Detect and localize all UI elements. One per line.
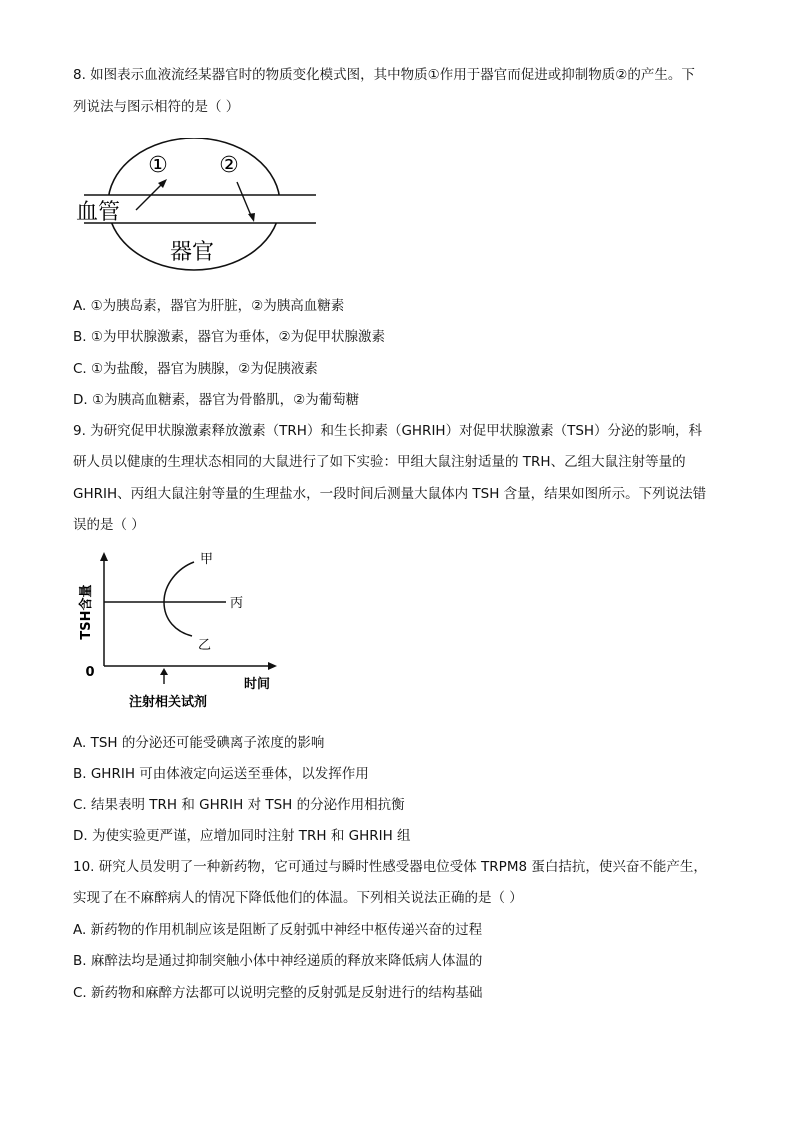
y-axis-arrow [100,552,108,561]
q10-option-b: B. 麻醉法均是通过抑制突触小体中神经递质的释放来降低病人体温的 [73,953,483,969]
q9-option-a: A. TSH 的分泌还可能受碘离子浓度的影响 [73,735,325,751]
origin-label: 0 [85,665,95,680]
q8-organ-diagram [74,138,324,274]
q9-stem-line4: 误的是（ ） [73,517,145,533]
q10-stem-line1: 10. 研究人员发明了一种新药物，它可通过与瞬时性感受器电位受体 TRPM8 蛋白拮抗，使兴奋不能产生， [73,859,707,875]
q8-option-b: B. ①为甲状腺激素，器官为垂体，②为促甲状腺激素 [73,329,386,345]
q8-option-a: A. ①为胰岛素，器官为肝脏，②为胰高血糖素 [73,298,345,314]
x-axis-arrow [268,662,277,670]
q9-option-d: D. 为使实验更严谨，应增加同时注射 TRH 和 GHRIH 组 [73,828,411,844]
substance-1-label: ① [148,153,168,178]
series-yi-label: 乙 [198,638,212,653]
q9-option-c: C. 结果表明 TRH 和 GHRIH 对 TSH 的分泌作用相抗衡 [73,797,405,813]
q8-stem-line1: 8. 如图表示血液流经某器官时的物质变化模式图，其中物质①作用于器官而促进或抑制物质②的产生。下 [73,67,695,83]
q9-stem-line3: GHRIH、丙组大鼠注射等量的生理盐水，一段时间后测量大鼠体内 TSH 含量，结果如图所示。下列说法错 [73,486,707,502]
x-axis-label: 时间 [244,677,271,692]
series-jia-line [164,562,194,602]
substance-2-label: ② [219,153,239,178]
organ-label: 器官 [170,240,215,265]
q9-option-b: B. GHRIH 可由体液定向运送至垂体，以发挥作用 [73,766,369,782]
q10-option-a: A. 新药物的作用机制应该是阻断了反射弧中神经中枢传递兴奋的过程 [73,922,483,938]
series-bing-label: 丙 [230,596,244,611]
injection-label: 注射相关试剂 [128,695,208,710]
q8-stem-line2: 列说法与图示相符的是（ ） [73,99,240,115]
q10-option-c: C. 新药物和麻醉方法都可以说明完整的反射弧是反射进行的结构基础 [73,985,483,1001]
series-yi-line [164,602,192,636]
q9-stem-line1: 9. 为研究促甲状腺激素释放激素（TRH）和生长抑素（GHRIH）对促甲状腺激素（TSH）分泌的影响，科 [73,423,703,439]
vessel-label: 血管 [76,200,121,225]
injection-arrow-head [160,668,168,675]
q8-option-c: C. ①为盐酸，器官为胰腺，②为促胰液素 [73,361,318,377]
q9-stem-line2: 研人员以健康的生理状态相同的大鼠进行了如下实验：甲组大鼠注射适量的 TRH、乙组大鼠注射等量的 [73,454,686,470]
q10-stem-line2: 实现了在不麻醉病人的情况下降低他们的体温。下列相关说法正确的是（ ） [73,890,523,906]
y-axis-label: TSH含量 [79,584,94,640]
series-jia-label: 甲 [200,552,214,567]
q9-tsh-chart [74,548,294,712]
q8-option-d: D. ①为胰高血糖素，器官为骨骼肌，②为葡萄糖 [73,392,360,408]
